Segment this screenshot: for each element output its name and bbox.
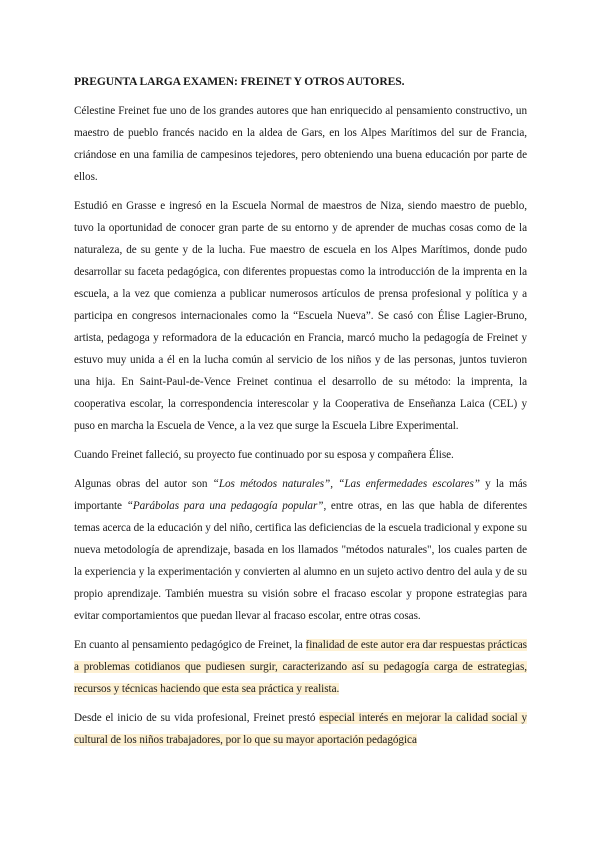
paragraph-3: Cuando Freinet falleció, su proyecto fue continuado por su esposa y compañera Élise. <box>74 449 454 461</box>
paragraph-4-text-b: , <box>330 478 339 490</box>
highlighted-text-1: finalidad de este autor era dar respuestas prácticas a problemas cotidianos que pudiesen surgir, caracterizando así su pedagogía carga de estrategias, recursos y técnicas haciendo que esta sea práctica y realista. <box>74 639 527 695</box>
paragraph-4-text-c: y la más importante <box>74 478 527 512</box>
paragraph-6 <box>74 707 527 751</box>
work-title-1: “Los métodos naturales” <box>212 478 331 490</box>
paragraph-5 <box>74 634 527 700</box>
paragraph-4-text-a: Algunas obras del autor son <box>74 478 213 490</box>
paragraph-1: Célestine Freinet fue uno de los grandes autores que han enriquecido al pensamiento constructivo, un maestro de pueblo francés nacido en la aldea de Gars, en los Alpes Marítimos del sur de Francia, criándose en una familia de campesinos tejedores, pero obteniendo una buena educación por parte de ellos. <box>74 105 527 183</box>
paragraph-4-text-d: , entre otras, en las que habla de diferentes temas acerca de la educación y del niño, certifica las deficiencias de la escuela tradicional y expone su nueva metodología de aprendizaje, basada en los llamados "métodos naturales", los cuales parten de la experiencia y la experimentación y convierten al alumno en un sujeto activo dentro del aula y de su propio aprendizaje. También muestra su visión sobre el fracaso escolar y propone estrategias para evitar comportamientos que puedan llevar al fracaso escolar, entre otras cosas. <box>74 500 528 622</box>
paragraph-2: Estudió en Grasse e ingresó en la Escuela Normal de maestros de Niza, siendo maestro de pueblo, tuvo la oportunidad de conocer gran parte de su entorno y de aprender de muchas cosas como de la naturaleza, de su gente y de la lucha. Fue maestro de escuela en los Alpes Marítimos, donde pudo desarrollar su faceta pedagógica, con diferentes propuestas como la introducción de la imprenta en la escuela, a la vez que comienza a publicar numerosos artículos de prensa profesional y política y a participa en congresos internacionales como la “Escuela Nueva”. Se casó con Élise Lagier-Bruno, artista, pedagoga y reformadora de la educación en Francia, marcó mucho la pedagogía de Freinet y estuvo muy unida a él en la lucha común al servicio de los niños y de las personas, juntos tuvieron una hija. En Saint-Paul-de-Vence Freinet continua el desarrollo de su método: la imprenta, la cooperativa escolar, la correspondencia interescolar y la Cooperativa de Enseñanza Laica (CEL) y puso en marcha la Escuela de Vence, a la vez que surge la Escuela Libre Experimental. <box>74 200 527 432</box>
paragraph-5-text-a: En cuanto al pensamiento pedagógico de Freinet, la <box>74 639 306 651</box>
page-title: PREGUNTA LARGA EXAMEN: FREINET Y OTROS AUTORES. <box>74 75 405 88</box>
highlighted-text-2: especial interés en mejorar la calidad social y cultural de los niños trabajadores, por lo que su mayor aportación pedagógica <box>74 712 528 746</box>
paragraph-6-text-a: Desde el inicio de su vida profesional, Freinet prestó <box>74 712 320 724</box>
work-title-3: “Parábolas para una pedagogía popular” <box>126 500 324 512</box>
document-body <box>74 74 527 758</box>
work-title-2: “Las enfermedades escolares” <box>338 478 480 490</box>
paragraph-4 <box>74 473 527 627</box>
